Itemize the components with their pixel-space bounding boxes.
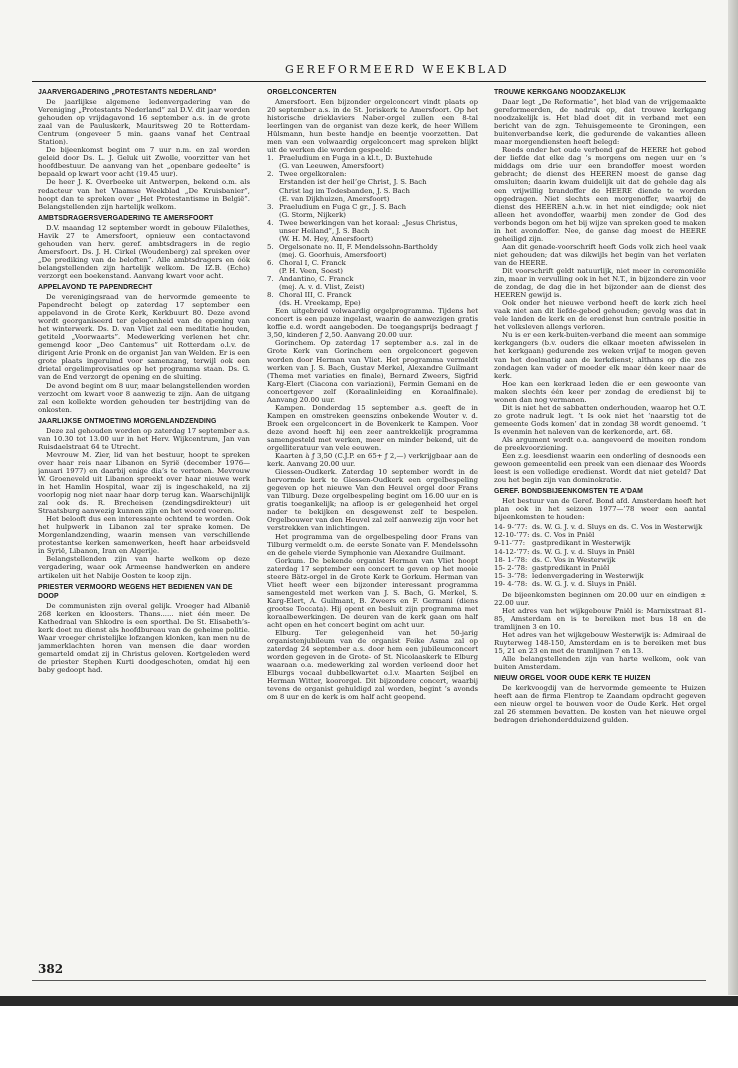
article-title: ORGELCONCERTEN [267,89,337,96]
article-orgelconcerten [267,88,478,702]
schedule-row: 14- 9-’77: ds. W. G. J. v. d. Sluys en ds. C. Vos in Westerwijk [494,523,703,532]
paragraph: Een uitgebreid volwaardig orgelprogramma. Tijdens het concert is een pauze ingelast, waarin de aanwezigen gratis koffie e.d. wordt aangeboden. De toegangsprijs bedraagt ƒ 3,50, kinderen ƒ 2,50. Aanvang 20.00 uur. [267,307,478,340]
schedule-row: 12-10-’77: ds. C. Vos in Pniël [494,531,595,540]
article-title: JAARLIJKSE ONTMOETING MORGENLANDZENDING [38,417,217,425]
paragraph: De bijeenkomsten beginnen om 20.00 uur en eindigen ± 22.00 uur. [494,590,706,607]
meeting-schedule [494,523,706,587]
paragraph: De verenigingsraad van de hervormde gemeente te Papendrecht belegt op zaterdag 17 september een appelavond in de Grote Kerk, Kerkbuurt 80. Deze avond wordt georganiseerd ter gelegenheid van de opening van het winterwerk. Ds. D. van Vliet zal een meditatie houden, getiteld „Voorwaarts”. Medewerking verlenen het chr. gemengd koor „Deo Cantemus” uit Rotterdam o.l.v. de dirigent Arie Pronk en de organist Jan van Welden. Er is een grote plaats ingeruimd voor samenzang, terwijl ook een drietal orgelimprovisaties op het programma staan. Ds. G. van de End verzorgt de opening en de sluiting. [38,292,250,382]
scan-edge-band [0,996,738,1006]
article-title: AMBTSDRAGERSVERGADERING TE AMERSFOORT [38,214,214,222]
scan-bottom-margin [0,1006,738,1068]
column-right [494,86,706,958]
list-item: 7. Andantino, C. Franck (mej. A. v. d. Vlist, Zeist) [267,275,365,292]
article-bondsbijeenkomsten [494,487,706,671]
header-rule [32,81,706,82]
article-appelavond [38,283,250,414]
scan-edge-shadow [728,0,738,995]
list-item: 3. Praeludium en Fuga C gr., J. S. Bach (G. Storm, Nijkerk) [267,202,407,219]
column-middle [267,86,478,958]
list-item: 5. Orgelsonate no. II, F. Mendelssohn-Bartholdy (mej. G. Goorhuis, Amersfoort) [267,242,438,259]
paragraph: Gorinchem. Op zaterdag 17 september a.s. zal in de Grote Kerk van Gorinchem een orgelconcert gegeven worden door Herman van Vliet. Het programma vermeldt werken van J. S. Bach, Gustav Merkel, Alexandre Guilmant (Thema met variaties en finale), Bernard Zweers, Sigfrid Karg-Elert (Ciacona con variazioni), Fermin Gemani en de concertgever zelf (Koraalinleiding en Koraalfinale). Aanvang 20.00 uur. [267,339,478,404]
masthead-title: GEREFORMEERD WEEKBLAD [285,63,510,76]
schedule-row: 15- 3-’78: ledenvergadering in Westerwijk [494,571,644,580]
bottom-rule [32,980,706,981]
article-morgenlandzending [38,417,250,580]
schedule-row: 19- 4-’78: ds. W. G. J. v. d. Sluys in Pniël. [494,579,637,588]
paragraph: Elburg. Ter gelegenheid van het 50-jarig organistenjubileum van de organist Feike Asma zal op zaterdag 24 september a.s. door hem een jubileumconcert worden gegeven in de Grote- of St. Nicolaaskerk te Elburg waaraan o.a. medewerking zal worden verleend door het Elburgs vocaal dubbelkwartet o.l.v. Maarten Seijbel en Herman Witter, koororgel. Dit bijzondere concert, waarbij tevens de organist gehuldigd zal worden, begint ’s avonds om 8 uur en de kerk is om half acht geopend. [267,629,478,702]
paragraph: Nu is er een kerk-buiten-verband die meent aan sommige kerkgangers (b.v. ouders die elkaar moeten afwisselen in het kerkgaan) gedurende zes weken vrijaf te mogen geven van het doelmatig aan de kerkdienst; althans op die zes zondagen kan vader of moeder elk maar één keer naar de kerk. [494,331,706,380]
schedule-row: 14-12-’77: ds. W. G. J. v. d. Sluys in Pniël [494,547,635,556]
paragraph: Deze zal gehouden worden op zaterdag 17 september a.s. van 10.30 tot 13.00 uur in het Herv. Wijkcentrum, Jan van Ruisdaelstraat 64 te Utrecht. [38,426,250,451]
article-title: APPELAVOND TE PAPENDRECHT [38,283,153,291]
schedule-row: 9-11-’77: gastpredikant in Westerwijk [494,539,631,548]
paragraph: Daar legt „De Reformatie”, het blad van de vrijgemaakte gereformeerden, de nadruk op, dat trouwe kerkgang noodzakelijk is. Het blad doet dit in verband met een bericht van de zgn. Tehuisgemeente te Groningen, een buitenverbandse kerk, die gedurende de vakanties alleen maar morgendiensten heeft belegd: [494,98,706,147]
paragraph: De heer J. K. Overbeeke uit Antwerpen, bekend o.m. als redacteur van het Vlaamse Weekblad „De Kruisbanier”, hoopt dan te spreken over „Het Protestantisme in België”. Belangstellenden zijn hartelijk welkom. [38,178,250,211]
list-item: 1. Praeludium en Fuga in a kl.t., D. Buxtehude (G. van Leeuwen, Amersfoort) [267,154,433,171]
paragraph: D.V. maandag 12 september wordt in gebouw Filalethes, Havik 27 te Amersfoort, opnieuw een contactavond gehouden van herv. geref. ambtsdragers in de regio Amersfoort. Ds. J. H. Cirkel (Woudenberg) zal spreken over „De prediking van de beloften”. Alle ambtsdragers en óók belangstellenden zijn hartelijk welkom. De IZ.B. (Echo) verzorgt een boekenstand. Aanvang kwart voor acht. [38,223,250,280]
paragraph: Kaarten à ƒ 3,50 (C.J.P. en 65+ ƒ 2,—) verkrijgbaar aan de kerk. Aanvang 20.00 uur. [267,452,478,469]
paragraph: Reeds onder het oude verbond gaf de HEERE het gebod der liefde dat elke dag ’s morgens om negen uur en ’s middags om drie uur een brandoffer moest worden gebracht; de dienst des HEEREN moest de ganse dag omsluiten; daarin kwam duidelijk uit dat de gehele dag als een vrijwillig brandoffer de HEERE diende te worden opgedragen. Niet slechts een morgenoffer, waarbij de dienst des HEEREN a.h.w. in het niet eindigde; ook niet alleen het avondoffer, waarbij men zonder de God des verbonds begon om het bij wijze van spreken goed te maken in het avondoffer. Nee, de ganse dag moest de HEERE geheiligd zijn. [494,146,706,243]
program-list [267,154,478,307]
article-title: PRIESTER VERMOORD WEGENS HET BEDIENEN VAN DE DOOP [38,583,233,600]
list-item: 6. Choral I, C. Franck (P. H. Veen, Soest) [267,258,346,275]
paragraph: Dit voorschrift geldt natuurlijk, niet meer in ceremoniële zin, maar in vervulling ook in het N.T., in bijzondere zin voor de zondag, de dag die in het bijzonder aan de dienst des HEEREN gewijd is. [494,266,706,300]
paragraph: Mevrouw M. Zier, lid van het bestuur, hoopt te spreken over haar reis naar Libanon en Syrië (december 1976—januari 1977) en daarbij enige dia’s te vertonen. Mevrouw W. Groeneveld uit Libanon spreekt over haar nieuwe werk in het Hamlin Hospital, waar zij is ingeschakeld, na zij voorlopig nog niet naar haar dorp terug kan. Waarschijnlijk zal ook ds. R. Brecheisen (zendingsdirekteur) uit Straatsburg aanwezig kunnen zijn en het woord voeren. [38,450,250,516]
paragraph: De communisten zijn overal gelijk. Vroeger had Albanië 268 kerken en kloosters. Thans...... niet één meer. De Kathedraal van Shkodre is een sporthal. De St. Elisabeth’s-kerk doet nu dienst als hoofdbureau van de geheime politie. Waar vroeger christelijke lofzangen klonken, kan men nu de jammerklachten horen van mensen die daar worden gemarteld omdat zij in Christus geloven. Kortgeleden werd de priester Stephen Kurti doodgeschoten, omdat hij een baby gedoopt had. [38,601,250,674]
paragraph: Dit is niet het de sabbatten onderhouden, waarop het O.T. zo grote nadruk legt. ’t Is ook niet het ‘naarstig tot de gemeente Gods komen’ dat in zondag 38 wordt genoemd. ’t Is evenmin het naleven van de kerkenorde, art. 68. [494,403,706,436]
paragraph: Alle belangstellenden zijn van harte welkom, ook van buiten Amsterdam. [494,655,706,672]
paragraph: Gorkum. De bekende organist Herman van Vliet hoopt zaterdag 17 september een concert te geven op het mooie steere Bätz-orgel in de Grote Kerk te Gorkum. Herman van Vliet heeft weer een bijzonder interessant programma samengesteld met werken van J. S. Bach, G. Merkel, S. Karg-Elert, A. Guilmant, B. Zweers en F. Germani (diens grootse Toccata). Hij opent en besluit zijn programma met koraalbewerkingen. De deuren van de kerk gaan om half acht open en het concert begint om acht uur. [267,556,478,630]
article-nieuw-orgel [494,674,706,724]
paragraph: Als argument wordt o.a. aangevoerd de moeiten rondom de preekvoorziening. [494,435,706,453]
paragraph: Kampen. Donderdag 15 september a.s. geeft de in Kampen en omstreken geenszins onbekende Wouter v. d. Broek een orgelconcert in de Bovenkerk te Kampen. Voor deze avond heeft hij een zeer aantrekkelijk programma samengesteld met werken, meer en minder bekend, uit de orgelliteratuur van vele eeuwen. [267,403,478,453]
paragraph: Het adres van het wijkgebouw Pniël is: Marnixstraat 81-85, Amsterdam en is te bereiken met bus 18 en de tramlijnen 3 en 10. [494,606,706,631]
list-item: 8. Choral III, C. Franck (ds. H. Vreekamp, Epe) [267,291,361,308]
schedule-row: 18- 1-’78: ds. C. Vos in Westerwijk [494,555,616,564]
page-number: 382 [38,962,64,976]
paragraph: Het bestuur van de Geref. Bond afd. Amsterdam heeft het plan ook in het seizoen 1977—’78 weer een aantal bijeenkomsten te houden: [494,497,706,522]
article-trouwe-kerkgang [494,88,706,484]
article-title: NIEUW ORGEL VOOR OUDE KERK TE HUIZEN [494,675,651,683]
article-title: JAARVERGADERING „PROTESTANTS NEDERLAND” [38,89,217,96]
paragraph: Amersfoort. Een bijzonder orgelconcert vindt plaats op 20 september a.s. in de St. Joriskerk te Amersfoort. Op het historische drieklaviers Naber-orgel zullen een 8-tal leerlingen van de organist van deze kerk, de heer Willem Hülsmann, hun beste handje en beentje voorzetten. Dat men van een volwaardig orgelconcert mag spreken blijkt uit de werken die worden gespeeld: [267,98,478,155]
paragraph: Het adres van het wijkgebouw Westerwijk is: Admiraal de Ruyterweg 148-150, Amsterdam en is te bereiken met bus 15, 21 en 23 en met de tramlijnen 7 en 13. [494,631,706,656]
paragraph: Ook onder het nieuwe verbond heeft de kerk zich heel vaak niet aan dit liefde-gebod gehouden; gevolg was dat in vele landen de kerk en de eredienst hun centrale positie in het volksleven allengs verloren. [494,299,706,332]
paragraph: De avond begint om 8 uur, maar belangstellenden worden verzocht om kwart voor 8 aanwezig te zijn. Aan de uitgang zal een kollekte worden gehouden ter bestrijding van de onkosten. [38,381,250,414]
column-left [38,86,250,958]
schedule-row: 15- 2-’78: gastpredikant in Pniël [494,563,610,572]
list-item: 2. Twee orgelkoralen: Erstanden ist der heil’ge Christ, J. S. Bach Christ lag im Todesbanden, J. S. Bach (E. van Dijkhuizen, Amersfoort) [267,170,427,203]
article-protestants-nederland [38,88,250,211]
paragraph: Een z.g. leesdienst waarin een onderling of desnoods een gewoon gemeentelid een preek van een dienaar des Woords leest is een volledige eredienst. Wordt dat niet geteld? Dat zou het begin zijn van dominokratie. [494,452,706,485]
paragraph: De bijeenkomst begint om 7 uur n.m. en zal worden geleid door Ds. L. J. Geluk uit Zwolle, voorzitter van het hoofdbestuur. De aanvang van het „openbare gedeelte” is bepaald op kwart voor acht (19.45 uur). [38,146,250,179]
paragraph: Het programma van de orgelbespeling door Frans van Tilburg vermeldt o.m. de eerste Sonate van F. Mendelssohn en de gehele vierde Symphonie van Alexandre Guilmant. [267,532,478,557]
paragraph: Aan dit genade-voorschrift heeft Gods volk zich heel vaak niet gehouden; dat was dikwijls het begin van het verlaten van de HEERE. [494,242,706,267]
article-ambtsdragers [38,214,250,280]
paragraph: De kerkvoogdij van de hervormde gemeente te Huizen heeft aan de firma Flentrop te Zaandam opdracht gegeven een nieuw orgel te bouwen voor de Oude Kerk. Het orgel zal 26 stemmen bevatten. De kosten van het nieuwe orgel bedragen driehonderdduizend gulden. [494,684,706,725]
paragraph: Giessen-Oudkerk. Zaterdag 10 september wordt in de hervormde kerk te Giessen-Oudkerk een orgelbespeling gegeven op het nieuwe Van den Heuvel orgel door Frans van Tilburg. Deze orgelbespeling begint om 16.00 uur en is gratis toegankelijk; na afloop is er gelegenheid het orgel nader te bekijken en desgewenst zelf te bespelen. Orgelbouwer van den Heuvel zal zelf aanwezig zijn voor het verstrekken van inlichtingen. [267,468,478,533]
paragraph: Hoe kan een kerkraad leden die er een gewoonte van maken slechts één keer per zondag de eredienst bij te wonen dan nog vermanen. [494,379,706,404]
article-priester [38,583,250,674]
article-title: GEREF. BONDSBIJEENKOMSTEN TE A’DAM [494,488,644,496]
paragraph: De jaarlijkse algemene ledenvergadering van de Vereniging „Protestants Nederland” zal D.V. dit jaar worden gehouden op vrijdagavond 16 september a.s. in de grote zaal van de Pauluskerk, Mauritsweg 20 te Rotterdam-Centrum (ongeveer 5 min. gaans vanaf het Centraal Station). [38,98,250,147]
paragraph: Het belooft dus een interessante ochtend te worden. Ook het hulpwerk in Libanon zal ter sprake komen. De Morgenlandzending, waarin mensen van verschillende protestantse kerken samenwerken, heeft haar arbeidsveld in Syrië, Libanon, Iran en Algerije. [38,515,250,556]
article-title: TROUWE KERKGANG NOODZAKELIJK [494,89,626,96]
paragraph: Belangstellenden zijn van harte welkom op deze vergadering, waar ook Armeense handwerken en andere artikelen uit het Nabije Oosten te koop zijn. [38,555,250,580]
list-item: 4. Twee bewerkingen van het koraal: „Jesus Christus, unser Heiland”, J. S. Bach (W. H. M. Hey, Amersfoort) [267,218,458,243]
